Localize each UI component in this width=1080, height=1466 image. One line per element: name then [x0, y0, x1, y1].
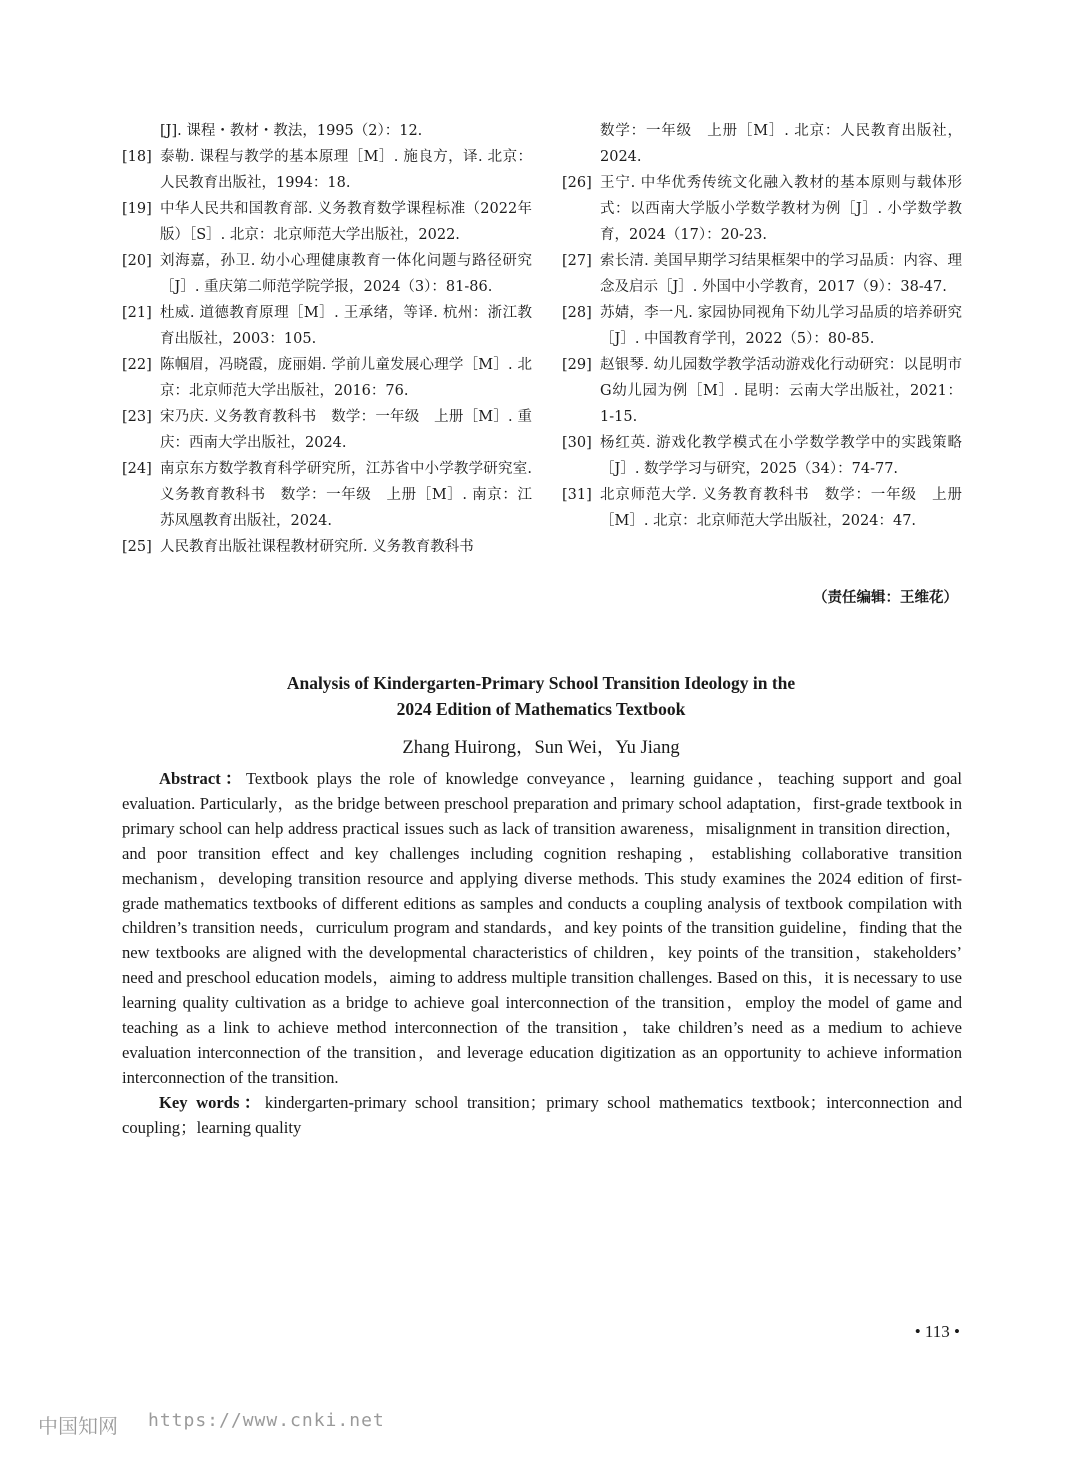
abstract-label: Abstract： [159, 769, 246, 788]
reference-text: [J]. 课程・教材・教法，1995（2）：12. [160, 123, 423, 139]
reference-text: 苏婧，李一凡. 家园协同视角下幼儿学习品质的培养研究［J］. 中国教育学刊，2022（5）：80-85. [600, 305, 962, 347]
reference-text: 泰勒. 课程与教学的基本原理［M］. 施良方，译. 北京：人民教育出版社，1994：18. [160, 149, 532, 191]
page-number: • 113 • [914, 1322, 960, 1341]
reference-item [562, 300, 962, 352]
reference-item [122, 456, 532, 534]
reference-item [122, 534, 532, 560]
reference-item [562, 430, 962, 482]
reference-text: 杜威. 道德教育原理［M］. 王承绪，等译. 杭州：浙江教育出版社，2003：105. [160, 305, 532, 347]
watermark-url: https://www.cnki.net [148, 1410, 385, 1431]
reference-number: [26] [562, 175, 592, 191]
reference-item [122, 144, 532, 196]
title-line-1: Analysis of Kindergarten-Primary School Transition Ideology in the [286, 673, 796, 693]
reference-text: 人民教育出版社课程教材研究所. 义务教育教科书 [160, 539, 474, 555]
keywords-label: Key words： [159, 1092, 265, 1112]
reference-item [562, 248, 962, 300]
reference-text: 赵银琴. 幼儿园数学教学活动游戏化行动研究：以昆明市G幼儿园为例［M］. 昆明：云南大学出版社，2021：1-15. [600, 357, 962, 425]
reference-number: [29] [562, 357, 592, 373]
reference-text: 陈帼眉，冯晓霞，庞丽娟. 学前儿童发展心理学［M］. 北京：北京师范大学出版社，2016：76. [160, 357, 532, 399]
keywords-text: kindergarten-primary school transition；primary school mathematics textbook；interconnection and coupling；learning quality [122, 1092, 962, 1137]
reference-number: [18] [122, 149, 152, 165]
reference-item [562, 170, 962, 248]
responsible-editor: （责任编辑：王维花） [813, 589, 958, 606]
abstract-paragraph [122, 767, 962, 1091]
abstract-section [122, 767, 962, 1141]
english-title [120, 670, 962, 722]
title-line-2: 2024 Edition of Mathematics Textbook [396, 699, 686, 719]
reference-text: 索长清. 美国早期学习结果框架中的学习品质：内容、理念及启示［J］. 外国中小学教育，2017（9）：38-47. [600, 253, 962, 295]
reference-text: 南京东方数学教育科学研究所，江苏省中小学教学研究室. 义务教育教科书 数学：一年级 上册［M］. 南京：江苏凤凰教育出版社，2024. [160, 461, 532, 529]
reference-number: [23] [122, 409, 152, 425]
reference-number: [25] [122, 539, 152, 555]
reference-item [122, 248, 532, 300]
reference-item [122, 118, 532, 144]
reference-text: 数学：一年级 上册［M］. 北京：人民教育出版社，2024. [600, 123, 962, 165]
reference-item [122, 300, 532, 352]
reference-text: 北京师范大学. 义务教育教科书 数学：一年级 上册［M］. 北京：北京师范大学出版社，2024：47. [600, 487, 962, 529]
reference-text: 王宁. 中华优秀传统文化融入教材的基本原则与载体形式：以西南大学版小学数学教材为例［J］. 小学数学教育，2024（17）：20-23. [600, 175, 962, 243]
watermark-site-name: 中国知网 [38, 1414, 118, 1438]
reference-item [122, 404, 532, 456]
abstract-text: Textbook plays the role of knowledge conveyance，learning guidance，teaching support and goal evaluation. Particularly，as the bridge between preschool preparation and primary school adaptation，first-grade textbook in primary school can help address practical issues such as lack of transition awareness，misalignment in transition direction，and poor transition effect and key challenges including cognition reshaping，establishing collaborative transition mechanism，developing transition resource and applying diverse methods. This study examines the 2024 edition of first-grade mathematics textbooks of different editions as samples and conducts a coupling analysis of textbook compilation with children’s transition needs，curriculum program and standards，and key points of the transition guideline，finding that the new textbooks are aligned with the developmental characteristics of children，key points of the transition，stakeholders’ need and preschool education models，aiming to address multiple transition challenges. Based on this，it is necessary to use learning quality cultivation as a bridge to achieve goal interconnection of the transition，employ the model of game and teaching as a link to achieve method interconnection of the transition，take children’s need as a medium to achieve evaluation interconnection of the transition，and leverage education digitization as an opportunity to achieve information interconnection of the transition. [122, 769, 962, 1087]
reference-item [122, 196, 532, 248]
reference-item [122, 352, 532, 404]
reference-text: 宋乃庆. 义务教育教科书 数学：一年级 上册［M］. 重庆：西南大学出版社，2024. [160, 409, 532, 451]
cnki-watermark [38, 1410, 385, 1439]
reference-number: [27] [562, 253, 592, 269]
reference-item [562, 118, 962, 170]
reference-number: [19] [122, 201, 152, 217]
reference-text: 刘海嘉，孙卫. 幼小心理健康教育一体化问题与路径研究［J］. 重庆第二师范学院学报，2024（3）：81-86. [160, 253, 532, 295]
reference-text: 杨红英. 游戏化教学模式在小学数学教学中的实践策略［J］. 数学学习与研究，2025（34）：74-77. [600, 435, 962, 477]
reference-number: [24] [122, 461, 152, 477]
reference-number: [30] [562, 435, 592, 451]
reference-number: [21] [122, 305, 152, 321]
reference-number: [28] [562, 305, 592, 321]
references-left-column [122, 118, 532, 560]
reference-number: [22] [122, 357, 152, 373]
keywords-paragraph [122, 1091, 962, 1141]
reference-item [562, 352, 962, 430]
reference-item [562, 482, 962, 534]
authors: Zhang Huirong，Sun Wei，Yu Jiang [402, 738, 680, 758]
references-right-column [562, 118, 962, 534]
reference-text: 中华人民共和国教育部. 义务教育数学课程标准（2022年版）［S］. 北京：北京师范大学出版社，2022. [160, 201, 532, 243]
reference-number: [31] [562, 487, 592, 503]
reference-number: [20] [122, 253, 152, 269]
